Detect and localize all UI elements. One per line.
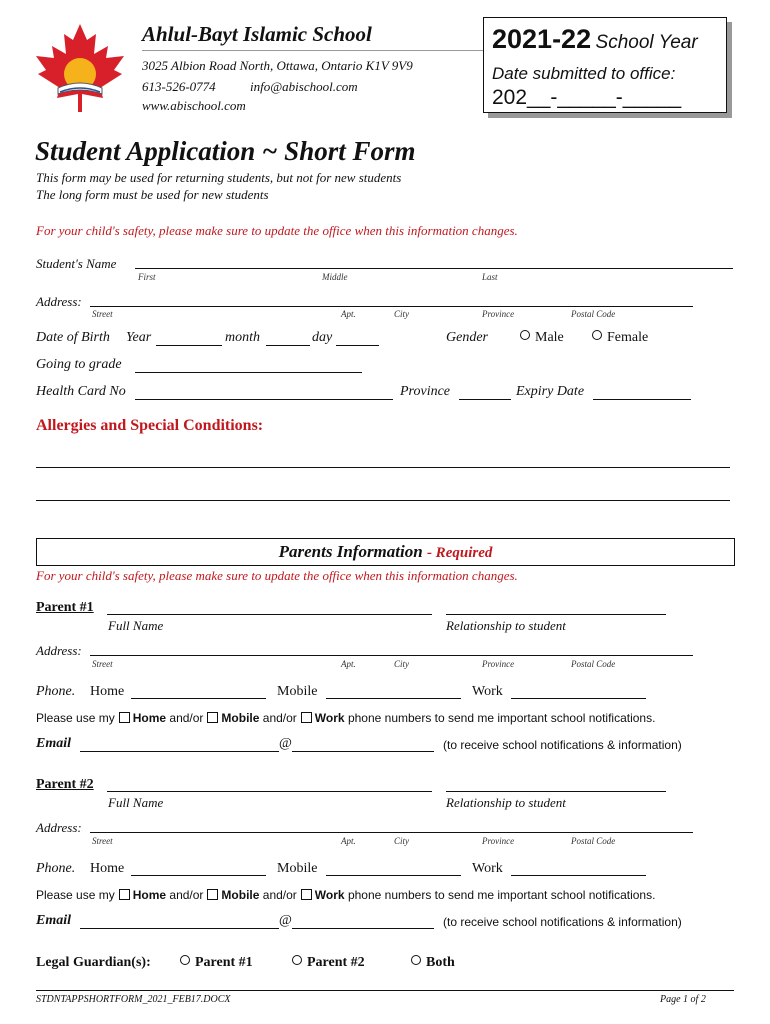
parent1-address-field[interactable] [90,655,693,656]
parent1-mobile-label: Mobile [277,684,318,699]
parent1-email-domain-field[interactable] [292,751,434,752]
grade-field[interactable] [135,372,362,373]
parents-notice: For your child's safety, please make sure to update the office when this information changes. [36,568,518,583]
province-caption: Province [482,836,515,846]
parents-heading: Parents Information [278,542,423,561]
parent1-email-at: @ [279,736,292,751]
allergies-line-2[interactable] [36,500,730,501]
parent2-home-phone-field[interactable] [131,875,266,876]
dob-day-field[interactable] [336,345,379,346]
parent2-email-label: Email [36,913,72,928]
radio-icon [180,955,190,965]
parent2-address-field[interactable] [90,832,693,833]
parent2-email-at: @ [279,913,292,928]
dob-month-label: month [225,330,260,345]
student-name-label: Student's Name [36,256,117,271]
parent1-address-label: Address: [36,643,82,658]
dob-day-label: day [312,330,333,345]
parent2-mobile-label: Mobile [277,861,318,876]
radio-icon [411,955,421,965]
parent2-phone-label: Phone. [36,861,76,876]
dob-year-field[interactable] [156,345,222,346]
school-website: www.abischool.com [142,98,246,113]
notify-work-label: Work [314,711,345,725]
school-year-suffix: School Year [595,32,698,53]
submitted-date[interactable]: 202__-_____-_____ [492,86,682,109]
guardian-parent2-option[interactable] [292,955,365,971]
health-card-label: Health Card No [36,384,126,399]
dob-year-label: Year [126,330,152,345]
notify-home-label: Home [132,888,167,902]
parent2-fullname-caption: Full Name [108,795,164,810]
parent1-phone-label: Phone. [36,684,76,699]
parent2-work-phone-field[interactable] [511,875,646,876]
notify-mobile-checkbox[interactable] [207,889,218,900]
health-card-field[interactable] [135,399,393,400]
school-year: 2021-22 [492,24,592,54]
parent1-home-phone-field[interactable] [131,698,266,699]
guardian-parent1-label: Parent #1 [195,955,253,970]
gender-male-option[interactable] [520,330,564,346]
notify-home-checkbox[interactable] [119,889,130,900]
form-note-1: This form may be used for returning students, but not for new students [36,170,402,185]
notify-and: and/or [262,888,297,902]
notify-mobile-label: Mobile [221,888,260,902]
guardian-both-option[interactable] [411,955,455,971]
gender-label: Gender [446,330,488,345]
guardian-parent2-label: Parent #2 [307,955,365,970]
guardian-label: Legal Guardian(s): [36,955,151,970]
notify-mobile-checkbox[interactable] [207,712,218,723]
apt-caption: Apt. [341,659,356,669]
safety-notice: For your child's safety, please make sure to update the office when this information changes. [36,223,518,238]
parent1-label: Parent #1 [36,600,94,615]
expiry-field[interactable] [593,399,691,400]
school-logo [30,22,130,114]
parent2-label: Parent #2 [36,777,94,792]
guardian-both-label: Both [426,955,455,970]
street-caption: Street [92,659,113,669]
form-title: Student Application ~ Short Form [35,136,416,166]
parent1-notify-line [36,711,655,725]
header-rule [142,50,484,51]
female-label: Female [607,330,649,345]
city-caption: City [394,659,409,669]
notify-and: and/or [169,711,204,725]
postal-caption: Postal Code [571,836,616,846]
parent1-work-phone-field[interactable] [511,698,646,699]
expiry-label: Expiry Date [516,384,585,399]
footer-rule [36,990,734,991]
province-caption: Province [482,309,515,319]
health-province-label: Province [400,384,451,399]
footer-filename: STDNTAPPSHORTFORM_2021_FEB17.DOCX [36,994,231,1005]
street-caption: Street [92,309,113,319]
grade-label: Going to grade [36,357,122,372]
parent1-relationship-field[interactable] [446,614,666,615]
postal-caption: Postal Code [571,659,616,669]
parent2-address-label: Address: [36,820,82,835]
middle-name-caption: Middle [322,272,348,282]
notify-and: and/or [262,711,297,725]
school-phone: 613-526-0774 [142,79,216,94]
notify-suffix: phone numbers to send me important school notifications. [347,711,656,725]
province-caption: Province [482,659,515,669]
parent2-home-label: Home [90,861,125,876]
notify-work-label: Work [314,888,345,902]
allergies-line-1[interactable] [36,467,730,468]
notify-home-label: Home [132,711,167,725]
city-caption: City [394,836,409,846]
apt-caption: Apt. [341,836,356,846]
first-name-caption: First [138,272,156,282]
parent1-email-note: (to receive school notifications & information) [443,738,682,752]
parents-heading-box [36,538,735,566]
notify-work-checkbox[interactable] [301,712,312,723]
parent2-email-domain-field[interactable] [292,928,434,929]
parent2-email-note: (to receive school notifications & information) [443,915,682,929]
guardian-parent1-option[interactable] [180,955,253,971]
health-province-field[interactable] [459,399,511,400]
parent2-work-label: Work [472,861,503,876]
street-caption: Street [92,836,113,846]
notify-suffix: phone numbers to send me important school notifications. [347,888,656,902]
dob-label: Date of Birth [36,330,110,345]
school-email: info@abischool.com [250,79,358,94]
notify-prefix: Please use my [36,888,115,902]
parent2-notify-line [36,888,655,902]
school-name: Ahlul-Bayt Islamic School [142,22,372,46]
student-address-label: Address: [36,294,82,309]
apt-caption: Apt. [341,309,356,319]
student-name-field[interactable] [135,268,733,269]
radio-icon [592,330,602,340]
last-name-caption: Last [482,272,498,282]
parent2-name-field[interactable] [107,791,432,792]
notify-prefix: Please use my [36,711,115,725]
parent2-mobile-phone-field[interactable] [326,875,461,876]
parent1-home-label: Home [90,684,125,699]
allergies-heading: Allergies and Special Conditions: [36,417,264,434]
radio-icon [520,330,530,340]
required-tag: - Required [426,545,493,561]
parent1-name-field[interactable] [107,614,432,615]
submitted-label: Date submitted to office: [492,64,676,83]
student-address-field[interactable] [90,306,693,307]
radio-icon [292,955,302,965]
notify-work-checkbox[interactable] [301,889,312,900]
dob-month-field[interactable] [266,345,310,346]
gender-female-option[interactable] [592,330,648,346]
male-label: Male [535,330,564,345]
parent1-work-label: Work [472,684,503,699]
footer-page-number: Page 1 of 2 [660,994,706,1005]
school-year-box [483,17,727,113]
parent1-email-label: Email [36,736,72,751]
parent1-fullname-caption: Full Name [108,618,164,633]
notify-and: and/or [169,888,204,902]
parent2-relationship-field[interactable] [446,791,666,792]
notify-home-checkbox[interactable] [119,712,130,723]
parent1-relationship-caption: Relationship to student [446,618,566,633]
parent1-email-user-field[interactable] [80,751,279,752]
school-address: 3025 Albion Road North, Ottawa, Ontario K1V 9V9 [142,58,413,73]
postal-caption: Postal Code [571,309,616,319]
parent2-email-user-field[interactable] [80,928,279,929]
parent2-relationship-caption: Relationship to student [446,795,566,810]
notify-mobile-label: Mobile [221,711,260,725]
parent1-mobile-phone-field[interactable] [326,698,461,699]
city-caption: City [394,309,409,319]
form-note-2: The long form must be used for new students [36,187,269,202]
